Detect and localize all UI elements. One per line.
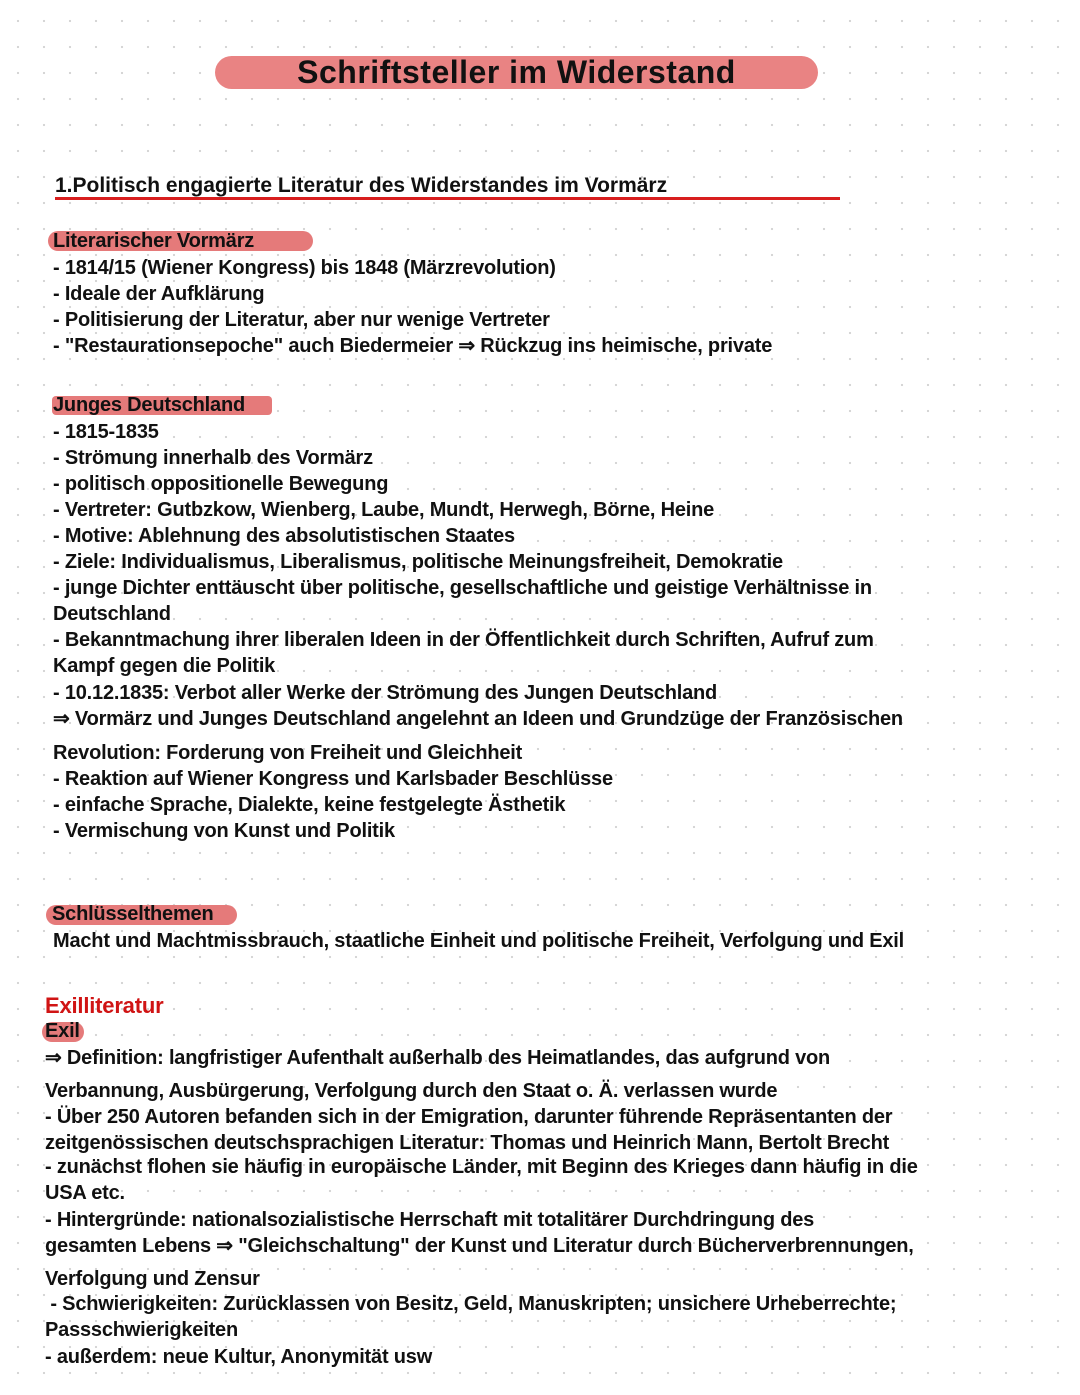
list-item: - Bekanntmachung ihrer liberalen Ideen in der Öffentlichkeit durch Schriften, Aufruf zum	[53, 629, 874, 651]
list-item: - 1814/15 (Wiener Kongress) bis 1848 (Märzrevolution)	[53, 257, 556, 279]
list-item: Kampf gegen die Politik	[53, 655, 276, 677]
list-item: gesamten Lebens ⇒ "Gleichschaltung" der Kunst und Literatur durch Bücherverbrennungen,	[45, 1235, 914, 1257]
subheading-exil: Exil	[45, 1020, 80, 1042]
list-item: - junge Dichter enttäuscht über politische, gesellschaftliche und geistige Verhältnisse in	[53, 577, 872, 599]
list-item: - Ideale der Aufklärung	[53, 283, 265, 305]
list-item: Macht und Machtmissbrauch, staatliche Einheit und politische Freiheit, Verfolgung und Exil	[53, 930, 905, 952]
list-item: Passschwierigkeiten	[45, 1319, 238, 1341]
list-item: - 1815-1835	[53, 421, 159, 443]
subheading-junges-deutschland: Junges Deutschland	[53, 394, 245, 416]
list-item: - Schwierigkeiten: Zurücklassen von Besitz, Geld, Manuskripten; unsichere Urheberrechte;	[45, 1293, 897, 1315]
list-item: - Ziele: Individualismus, Liberalismus, politische Meinungsfreiheit, Demokratie	[53, 551, 783, 573]
list-item: - außerdem: neue Kultur, Anonymität usw	[45, 1346, 433, 1368]
list-item: - "Restaurationsepoche" auch Biedermeier ⇒ Rückzug ins heimische, private	[53, 335, 773, 357]
list-item: - Vertreter: Gutbzkow, Wienberg, Laube, Mundt, Herwegh, Börne, Heine	[53, 499, 715, 521]
list-item: - politisch oppositionelle Bewegung	[53, 473, 389, 495]
list-item: zeitgenössischen deutschsprachigen Literatur: Thomas und Heinrich Mann, Bertolt Brecht	[45, 1132, 890, 1154]
list-item: - zunächst flohen sie häufig in europäische Länder, mit Beginn des Krieges dann häufig in die	[45, 1156, 918, 1178]
list-item: Deutschland	[53, 603, 171, 625]
list-item: - Über 250 Autoren befanden sich in der Emigration, darunter führende Repräsentanten der	[45, 1106, 893, 1128]
list-item: - 10.12.1835: Verbot aller Werke der Strömung des Jungen Deutschland	[53, 682, 718, 704]
list-item: - einfache Sprache, Dialekte, keine festgelegte Ästhetik	[53, 794, 566, 816]
list-item: - Reaktion auf Wiener Kongress und Karlsbader Beschlüsse	[53, 768, 613, 790]
list-item: Verbannung, Ausbürgerung, Verfolgung durch den Staat o. Ä. verlassen wurde	[45, 1080, 778, 1102]
subheading-schluesselthemen: Schlüsselthemen	[52, 903, 214, 925]
list-item: ⇒ Vormärz und Junges Deutschland angelehnt an Ideen und Grundzüge der Französischen	[53, 708, 903, 730]
subheading-exilliteratur: Exilliteratur	[45, 993, 164, 1018]
list-item: - Vermischung von Kunst und Politik	[53, 820, 395, 842]
list-item: - Motive: Ablehnung des absolutistischen Staates	[53, 525, 515, 547]
list-item: Verfolgung und Zensur	[45, 1268, 260, 1290]
section-heading: 1.Politisch engagierte Literatur des Widerstandes im Vormärz	[55, 174, 668, 197]
list-item: ⇒ Definition: langfristiger Aufenthalt außerhalb des Heimatlandes, das aufgrund von	[45, 1047, 831, 1069]
list-item: - Politisierung der Literatur, aber nur wenige Vertreter	[53, 309, 550, 331]
list-item: - Strömung innerhalb des Vormärz	[53, 447, 373, 469]
list-item: - Hintergründe: nationalsozialistische Herrschaft mit totalitärer Durchdringung des	[45, 1209, 815, 1231]
page-title: Schriftsteller im Widerstand	[215, 56, 818, 89]
list-item: USA etc.	[45, 1182, 125, 1204]
list-item: Revolution: Forderung von Freiheit und Gleichheit	[53, 742, 523, 764]
heading-underline	[55, 197, 840, 200]
subheading-literarischer-vormaerz: Literarischer Vormärz	[53, 230, 255, 252]
